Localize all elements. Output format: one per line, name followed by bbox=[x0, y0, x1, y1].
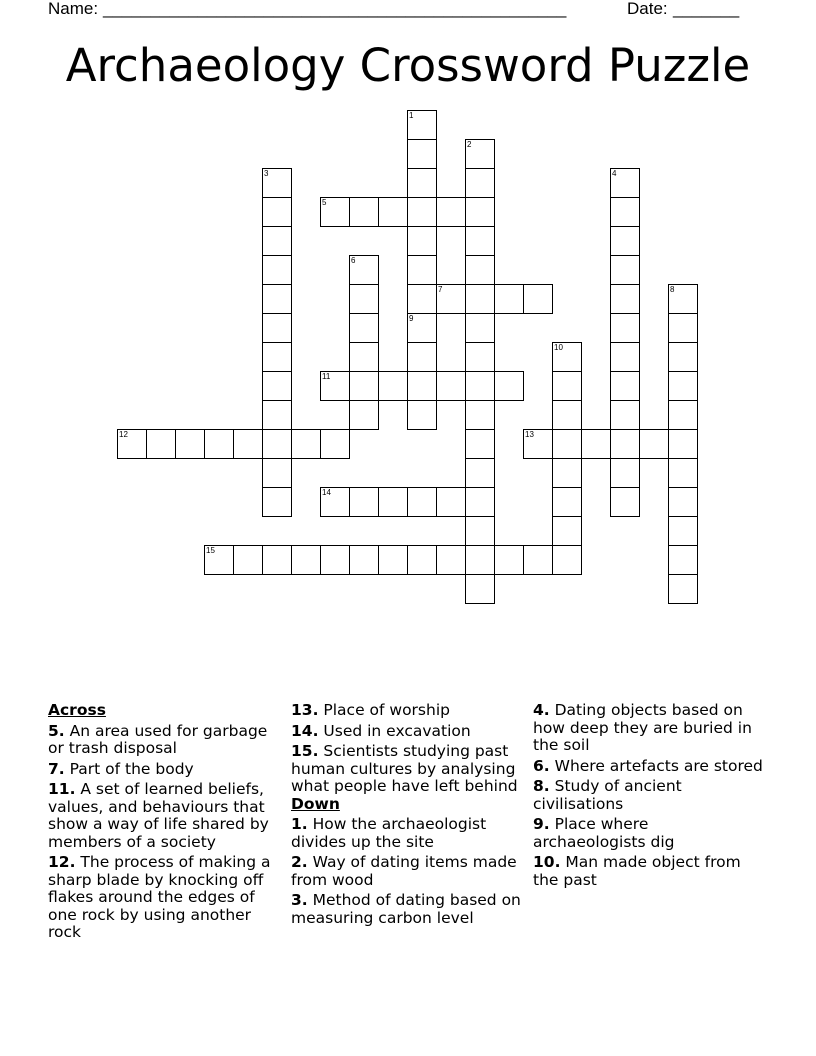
grid-cell[interactable] bbox=[552, 487, 582, 517]
across-clue bbox=[291, 702, 523, 720]
grid-cell[interactable] bbox=[262, 313, 292, 343]
grid-cell[interactable] bbox=[465, 516, 495, 546]
grid-cell[interactable] bbox=[291, 429, 321, 459]
grid-cell[interactable] bbox=[552, 545, 582, 575]
clue-num: 2. bbox=[291, 853, 308, 871]
clue-text: Place of worship bbox=[318, 701, 450, 719]
clue-num: 13. bbox=[291, 701, 319, 719]
clue-text: Way of dating items made from wood bbox=[291, 853, 517, 889]
clue-number: 5 bbox=[322, 198, 327, 207]
across-clue bbox=[291, 743, 523, 796]
grid-cell[interactable] bbox=[407, 226, 437, 256]
clue-text: A set of learned beliefs, values, and behaviours that show a way of life shared by members of a society bbox=[48, 780, 269, 851]
clue-number: 3 bbox=[264, 169, 269, 178]
grid-cell[interactable] bbox=[349, 197, 379, 227]
grid-cell[interactable] bbox=[378, 371, 408, 401]
grid-cell[interactable] bbox=[262, 168, 292, 198]
grid-cell[interactable] bbox=[668, 487, 698, 517]
clue-num: 12. bbox=[48, 853, 76, 871]
grid-cell[interactable] bbox=[320, 197, 350, 227]
grid-cell[interactable] bbox=[233, 429, 263, 459]
grid-cell[interactable] bbox=[320, 487, 350, 517]
puzzle-title: Archaeology Crossword Puzzle bbox=[65, 39, 751, 92]
grid-cell[interactable] bbox=[407, 284, 437, 314]
grid-cell[interactable] bbox=[465, 429, 495, 459]
grid-cell[interactable] bbox=[262, 429, 292, 459]
grid-cell[interactable] bbox=[610, 487, 640, 517]
grid-cell[interactable] bbox=[436, 197, 466, 227]
grid-cell[interactable] bbox=[465, 371, 495, 401]
grid-cell[interactable] bbox=[465, 574, 495, 604]
grid-cell[interactable] bbox=[610, 429, 640, 459]
grid-cell[interactable] bbox=[610, 197, 640, 227]
grid-cell[interactable] bbox=[349, 342, 379, 372]
grid-cell[interactable] bbox=[262, 545, 292, 575]
grid-cell[interactable] bbox=[610, 371, 640, 401]
grid-cell[interactable] bbox=[233, 545, 263, 575]
grid-cell[interactable] bbox=[349, 284, 379, 314]
down-clue bbox=[533, 854, 765, 889]
grid-cell[interactable] bbox=[407, 313, 437, 343]
down-clue bbox=[533, 816, 765, 851]
down-clue bbox=[291, 892, 523, 927]
clue-num: 10. bbox=[533, 853, 561, 871]
clue-num: 8. bbox=[533, 777, 550, 795]
grid-cell[interactable] bbox=[552, 516, 582, 546]
clue-number: 2 bbox=[467, 140, 472, 149]
grid-cell[interactable] bbox=[494, 284, 524, 314]
clue-num: 7. bbox=[48, 759, 65, 778]
grid-cell[interactable] bbox=[436, 371, 466, 401]
grid-cell[interactable] bbox=[465, 313, 495, 343]
grid-cell[interactable] bbox=[407, 545, 437, 575]
grid-cell[interactable] bbox=[407, 342, 437, 372]
clue-num: 9. bbox=[533, 815, 550, 833]
grid-cell[interactable] bbox=[465, 168, 495, 198]
grid-cell[interactable] bbox=[610, 458, 640, 488]
across-heading: Across bbox=[48, 701, 106, 719]
grid-cell[interactable] bbox=[668, 284, 698, 314]
grid-cell[interactable] bbox=[494, 545, 524, 575]
clue-text: Method of dating based on measuring carbon level bbox=[291, 891, 521, 927]
clue-text: Place where archaeologists dig bbox=[533, 815, 675, 851]
clue-text: How the archaeologist divides up the site bbox=[291, 815, 487, 851]
grid-cell[interactable] bbox=[407, 487, 437, 517]
grid-cell[interactable] bbox=[639, 429, 669, 459]
down-clue bbox=[533, 758, 765, 776]
grid-cell[interactable] bbox=[407, 110, 437, 140]
grid-cell[interactable] bbox=[407, 400, 437, 430]
grid-cell[interactable] bbox=[465, 400, 495, 430]
grid-cell[interactable] bbox=[407, 371, 437, 401]
clue-text: Dating objects based on how deep they are buried in the soil bbox=[533, 701, 752, 754]
clue-num: 15. bbox=[291, 742, 319, 760]
clue-num: 4. bbox=[533, 701, 550, 719]
grid-cell[interactable] bbox=[204, 429, 234, 459]
grid-cell[interactable] bbox=[668, 516, 698, 546]
clue-number: 11 bbox=[322, 372, 331, 381]
clue-text: Part of the body bbox=[64, 759, 194, 778]
clue-text: Used in excavation bbox=[318, 721, 471, 740]
grid-cell[interactable] bbox=[204, 545, 234, 575]
grid-cell[interactable] bbox=[668, 342, 698, 372]
clue-number: 8 bbox=[670, 285, 675, 294]
grid-cell[interactable] bbox=[465, 487, 495, 517]
grid-cell[interactable] bbox=[465, 197, 495, 227]
clue-num: 14. bbox=[291, 721, 319, 740]
grid-cell[interactable] bbox=[465, 342, 495, 372]
grid-cell[interactable] bbox=[668, 545, 698, 575]
clue-num: 1. bbox=[291, 815, 308, 833]
grid-cell[interactable] bbox=[262, 197, 292, 227]
grid-cell[interactable] bbox=[436, 487, 466, 517]
grid-cell[interactable] bbox=[349, 255, 379, 285]
clue-number: 1 bbox=[409, 111, 414, 120]
grid-cell[interactable] bbox=[610, 313, 640, 343]
grid-cell[interactable] bbox=[436, 545, 466, 575]
clue-number: 4 bbox=[612, 169, 617, 178]
grid-cell[interactable] bbox=[146, 429, 176, 459]
down-clue bbox=[291, 854, 523, 889]
grid-cell[interactable] bbox=[320, 371, 350, 401]
down-clue bbox=[533, 778, 765, 813]
grid-cell[interactable] bbox=[465, 139, 495, 169]
grid-cell[interactable] bbox=[320, 545, 350, 575]
date-blank: _______ bbox=[673, 0, 740, 18]
grid-cell[interactable] bbox=[552, 458, 582, 488]
grid-cell[interactable] bbox=[349, 400, 379, 430]
name-blank: _________________________________________________ bbox=[103, 0, 567, 18]
grid-cell[interactable] bbox=[668, 458, 698, 488]
grid-cell[interactable] bbox=[407, 255, 437, 285]
clue-text: Study of ancient civilisations bbox=[533, 777, 682, 813]
clue-text: Man made object from the past bbox=[533, 853, 741, 889]
grid-cell[interactable] bbox=[349, 545, 379, 575]
name-label: Name: bbox=[48, 0, 99, 18]
grid-cell[interactable] bbox=[320, 429, 350, 459]
grid-cell[interactable] bbox=[378, 545, 408, 575]
clue-text: Where artefacts are stored bbox=[549, 756, 763, 775]
clue-column-2 bbox=[291, 702, 523, 927]
grid-cell[interactable] bbox=[378, 487, 408, 517]
grid-cell[interactable] bbox=[465, 226, 495, 256]
grid-cell[interactable] bbox=[465, 255, 495, 285]
clue-num: 3. bbox=[291, 891, 308, 909]
date-label: Date: bbox=[627, 0, 668, 18]
grid-cell[interactable] bbox=[262, 400, 292, 430]
grid-cell[interactable] bbox=[668, 371, 698, 401]
grid-cell[interactable] bbox=[523, 429, 553, 459]
grid-cell[interactable] bbox=[552, 400, 582, 430]
grid-cell[interactable] bbox=[349, 371, 379, 401]
grid-cell[interactable] bbox=[668, 313, 698, 343]
clue-number: 14 bbox=[322, 488, 331, 497]
clue-num: 5. bbox=[48, 721, 65, 740]
grid-cell[interactable] bbox=[610, 400, 640, 430]
grid-cell[interactable] bbox=[262, 255, 292, 285]
grid-cell[interactable] bbox=[262, 458, 292, 488]
grid-cell[interactable] bbox=[523, 284, 553, 314]
clue-number: 10 bbox=[554, 343, 563, 352]
clue-num: 6. bbox=[533, 756, 550, 775]
grid-cell[interactable] bbox=[407, 197, 437, 227]
clue-num: 11. bbox=[48, 780, 76, 798]
clue-column-1 bbox=[48, 702, 280, 942]
clue-text: An area used for garbage or trash disposal bbox=[48, 721, 268, 757]
grid-cell[interactable] bbox=[610, 255, 640, 285]
down-clue bbox=[533, 702, 765, 755]
down-clue bbox=[291, 816, 523, 851]
grid-cell[interactable] bbox=[407, 168, 437, 198]
grid-cell[interactable] bbox=[349, 487, 379, 517]
grid-cell[interactable] bbox=[262, 487, 292, 517]
grid-cell[interactable] bbox=[465, 284, 495, 314]
clue-text: Scientists studying past human cultures by analysing what people have left behind bbox=[291, 742, 518, 795]
across-clue bbox=[48, 854, 280, 942]
grid-cell[interactable] bbox=[349, 313, 379, 343]
grid-cell[interactable] bbox=[668, 429, 698, 459]
grid-cell[interactable] bbox=[610, 168, 640, 198]
grid-cell[interactable] bbox=[262, 226, 292, 256]
across-clue bbox=[48, 723, 280, 758]
grid-cell[interactable] bbox=[117, 429, 147, 459]
grid-cell[interactable] bbox=[262, 284, 292, 314]
grid-cell[interactable] bbox=[552, 342, 582, 372]
grid-cell[interactable] bbox=[378, 197, 408, 227]
across-clue bbox=[48, 761, 280, 779]
grid-cell[interactable] bbox=[175, 429, 205, 459]
grid-cell[interactable] bbox=[262, 342, 292, 372]
grid-cell[interactable] bbox=[668, 400, 698, 430]
grid-cell[interactable] bbox=[523, 545, 553, 575]
clue-number: 9 bbox=[409, 314, 414, 323]
across-clue bbox=[291, 723, 523, 741]
clue-text: The process of making a sharp blade by knocking off flakes around the edges of one rock by using another rock bbox=[48, 853, 271, 941]
grid-cell[interactable] bbox=[291, 545, 321, 575]
grid-cell[interactable] bbox=[465, 545, 495, 575]
grid-cell[interactable] bbox=[494, 371, 524, 401]
grid-cell[interactable] bbox=[552, 429, 582, 459]
clue-number: 15 bbox=[206, 546, 215, 555]
clue-number: 12 bbox=[119, 430, 128, 439]
grid-cell[interactable] bbox=[552, 371, 582, 401]
grid-cell[interactable] bbox=[407, 139, 437, 169]
clue-number: 6 bbox=[351, 256, 356, 265]
grid-cell[interactable] bbox=[668, 574, 698, 604]
clue-column-3 bbox=[533, 702, 765, 889]
clue-number: 13 bbox=[525, 430, 534, 439]
grid-cell[interactable] bbox=[465, 458, 495, 488]
grid-cell[interactable] bbox=[610, 342, 640, 372]
down-heading: Down bbox=[291, 794, 340, 813]
grid-cell[interactable] bbox=[262, 371, 292, 401]
grid-cell[interactable] bbox=[436, 284, 466, 314]
clue-number: 7 bbox=[438, 285, 443, 294]
across-clue bbox=[48, 781, 280, 851]
grid-cell[interactable] bbox=[581, 429, 611, 459]
grid-cell[interactable] bbox=[610, 226, 640, 256]
grid-cell[interactable] bbox=[610, 284, 640, 314]
